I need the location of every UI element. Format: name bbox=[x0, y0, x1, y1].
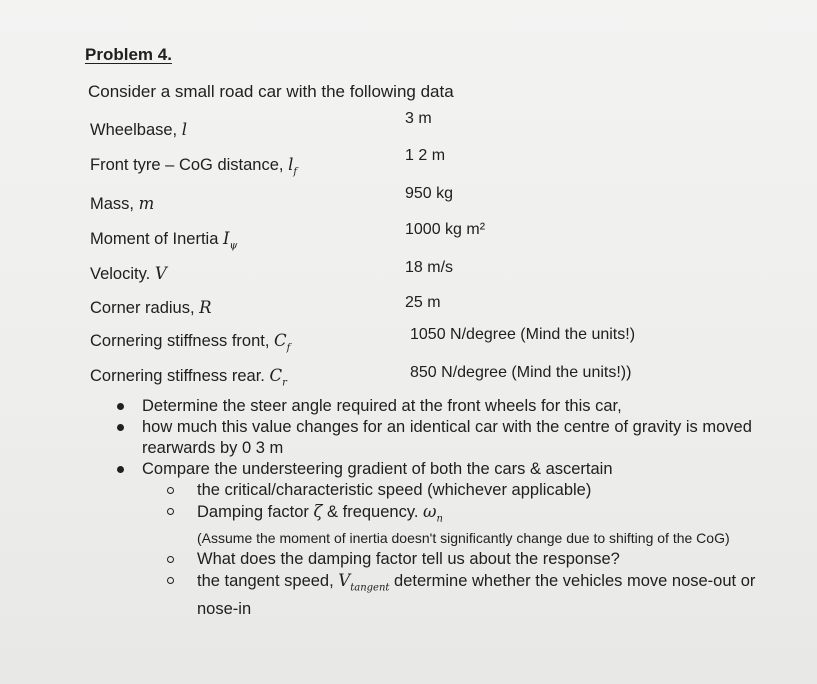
property-label-mass: Mass, m bbox=[90, 194, 155, 213]
property-label-cornering-stiffness-rear: Cornering stiffness rear. $C_r$ bbox=[90, 366, 287, 389]
task-item: how much this value changes for an identical car with the centre of gravity is moved rearwards by 0 3 m bbox=[112, 417, 772, 459]
property-label-front-tyre-cog: Front tyre – CoG distance, $l_f$ bbox=[90, 155, 298, 178]
sub-task-list bbox=[112, 480, 772, 620]
task-item: Compare the understeering gradient of both the cars & ascertain bbox=[112, 459, 772, 480]
property-value-velocity: 18 m/s bbox=[405, 259, 454, 276]
symbol-l: l bbox=[181, 120, 188, 139]
problem-title: Problem 4. bbox=[85, 45, 172, 64]
sub-task-item: the tangent speed, $V_{tangent}$ determine whether the vehicles move nose-out or nose-in bbox=[167, 570, 772, 619]
property-value-moment-of-inertia: 1000 kg m² bbox=[405, 221, 486, 238]
property-label-wheelbase: Wheelbase, l bbox=[90, 120, 188, 139]
task-item: Determine the steer angle required at the front wheels for this car, bbox=[112, 396, 772, 417]
property-label-moment-of-inertia: Moment of Inertia $I_\psi$ bbox=[90, 229, 238, 252]
property-value-cornering-stiffness-front: 1050 N/degree (Mind the units!) bbox=[410, 326, 636, 343]
property-value-front-tyre-cog: 1 2 m bbox=[405, 147, 446, 164]
property-label-cornering-stiffness-front: Cornering stiffness front, $C_f$ bbox=[90, 331, 291, 354]
problem-intro: Consider a small road car with the following data bbox=[88, 82, 454, 101]
sub-task-item: Damping factor ζ & frequency. $\omega_n$ bbox=[167, 501, 772, 529]
property-value-cornering-stiffness-rear: 850 N/degree (Mind the units!)) bbox=[410, 364, 632, 381]
sub-task-item: the critical/characteristic speed (whichever applicable) bbox=[167, 480, 772, 501]
sub-task-item: What does the damping factor tell us about the response? bbox=[167, 549, 772, 570]
task-list bbox=[112, 396, 772, 620]
property-label-corner-radius: Corner radius, R bbox=[90, 298, 212, 317]
property-value-wheelbase: 3 m bbox=[405, 110, 432, 127]
assumption-note: (Assume the moment of inertia doesn't significantly change due to shifting of the CoG) bbox=[197, 530, 730, 547]
property-value-corner-radius: 25 m bbox=[405, 294, 441, 311]
property-label-velocity: Velocity. V bbox=[90, 264, 167, 283]
property-value-mass: 950 kg bbox=[405, 185, 454, 202]
